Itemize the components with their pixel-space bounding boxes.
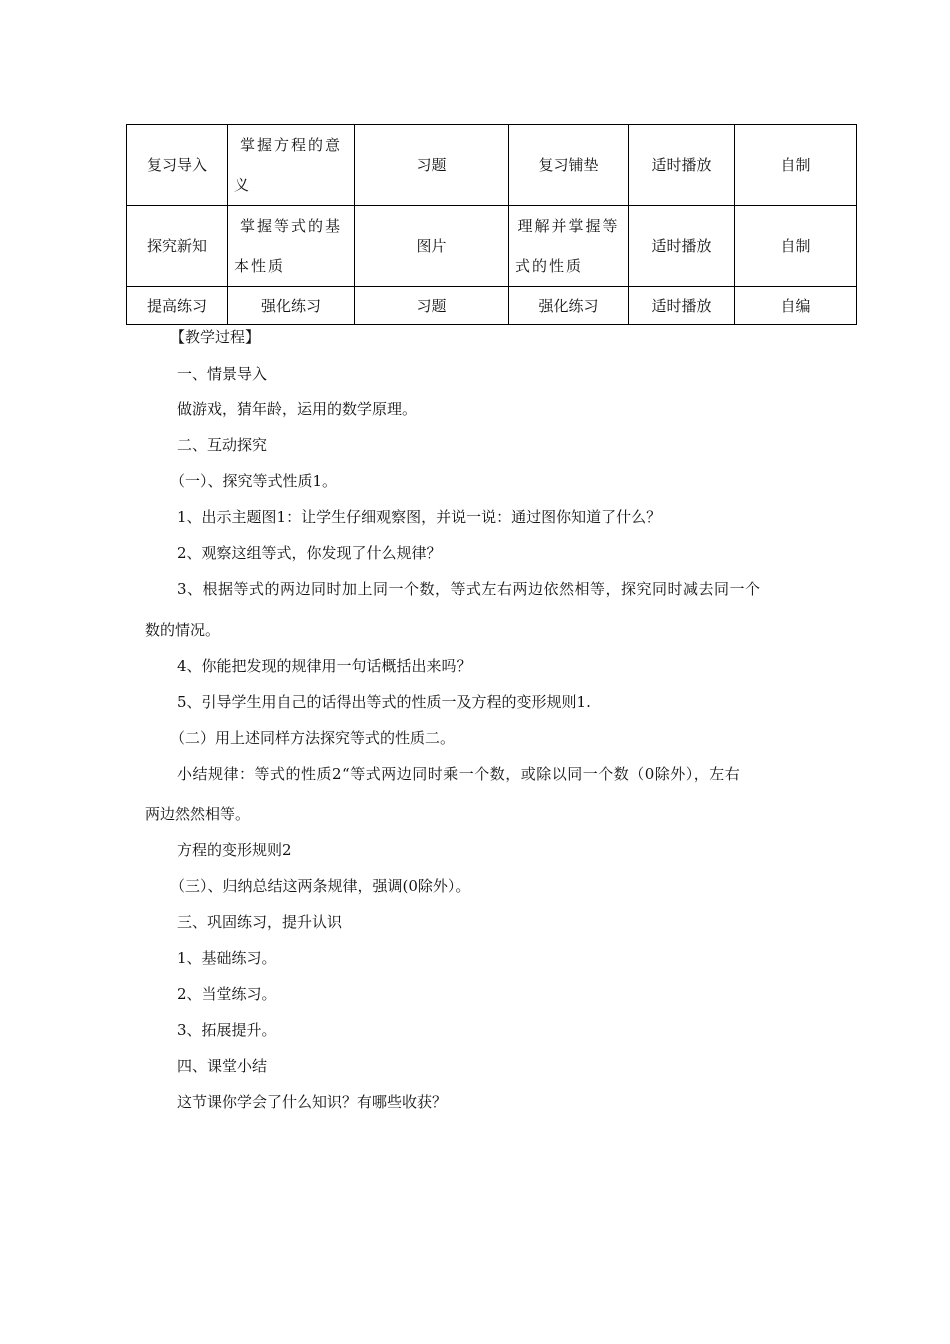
section-heading: 【教学过程】 — [170, 328, 261, 346]
paragraph: （二）用上述同样方法探究等式的性质二。 — [170, 729, 456, 747]
paragraph: （三）、归纳总结这两条规律，强调(0除外）。 — [170, 877, 471, 895]
paragraph: （一）、探究等式性质1。 — [170, 472, 338, 490]
paragraph: 三、巩固练习，提升认识 — [177, 913, 343, 931]
paragraph: 做游戏，猜年龄，运用的数学原理。 — [177, 400, 418, 418]
paragraph: 方程的变形规则2 — [177, 841, 292, 859]
table-cell: 图片 — [355, 206, 509, 287]
table-cell: 复习铺垫 — [509, 125, 629, 206]
table-cell: 习题 — [355, 287, 509, 325]
table-cell: 适时播放 — [629, 206, 735, 287]
table-row — [127, 206, 857, 287]
paragraph: 这节课你学会了什么知识？有哪些收获？ — [177, 1093, 448, 1111]
table-cell: 适时播放 — [629, 287, 735, 325]
paragraph: 数的情况。 — [145, 621, 221, 639]
table-cell: 掌握等式的基本性质 — [228, 206, 355, 287]
paragraph: 小结规律：等式的性质2“等式两边同时乘一个数，或除以同一个数（0除外），左右 — [177, 765, 741, 783]
table-cell: 复习导入 — [127, 125, 228, 206]
table-cell: 探究新知 — [127, 206, 228, 287]
table-row — [127, 287, 857, 325]
paragraph: 3、根据等式的两边同时加上同一个数，等式左右两边依然相等，探究同时减去同一个 — [177, 580, 761, 598]
table-cell: 自制 — [735, 206, 857, 287]
table-cell: 理解并掌握等式的性质 — [509, 206, 629, 287]
paragraph: 3、拓展提升。 — [177, 1021, 277, 1039]
paragraph: 1、出示主题图1：让学生仔细观察图，并说一说：通过图你知道了什么？ — [177, 508, 662, 526]
table-row — [127, 125, 857, 206]
paragraph: 2、当堂练习。 — [177, 985, 277, 1003]
table-cell: 强化练习 — [228, 287, 355, 325]
table-cell: 掌握方程的意义 — [228, 125, 355, 206]
paragraph: 二、互动探究 — [177, 436, 268, 454]
table-cell: 自编 — [735, 287, 857, 325]
paragraph: 1、基础练习。 — [177, 949, 277, 967]
paragraph: 2、观察这组等式，你发现了什么规律？ — [177, 544, 442, 562]
table-cell: 提高练习 — [127, 287, 228, 325]
table-cell: 习题 — [355, 125, 509, 206]
paragraph: 四、课堂小结 — [177, 1057, 268, 1075]
paragraph: 一、情景导入 — [177, 365, 268, 383]
paragraph: 两边然然相等。 — [145, 805, 251, 823]
media-table — [126, 124, 857, 325]
table-cell: 自制 — [735, 125, 857, 206]
table-cell: 强化练习 — [509, 287, 629, 325]
table-cell: 适时播放 — [629, 125, 735, 206]
paragraph: 5、引导学生用自己的话得出等式的性质一及方程的变形规则1. — [177, 693, 591, 711]
paragraph: 4、你能把发现的规律用一句话概括出来吗？ — [177, 657, 472, 675]
